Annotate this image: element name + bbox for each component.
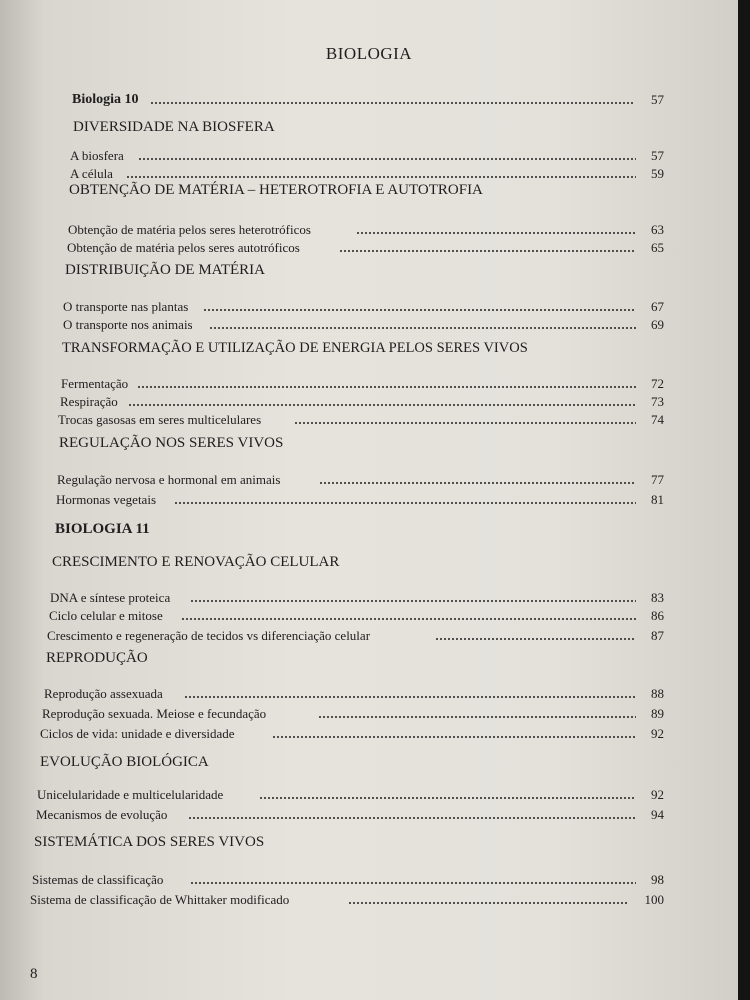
page-number: 73 (651, 394, 664, 409)
page-number: 94 (651, 807, 664, 822)
dot-leader (188, 817, 636, 819)
dot-leader (203, 309, 636, 311)
entry-title: Crescimento e regeneração de tecidos vs diferenciação celular (47, 628, 371, 643)
page-number: 98 (651, 872, 664, 887)
toc-entry (58, 408, 664, 428)
toc-entry (44, 682, 664, 702)
toc-part-biologia-11: BIOLOGIA 11 (55, 521, 150, 537)
toc-entry (61, 372, 664, 392)
section-title: OBTENÇÃO DE MATÉRIA – HETEROTROFIA E AUTOTROFIA (69, 182, 483, 198)
page-number: 92 (651, 787, 664, 802)
footer-page-number: 8 (30, 966, 38, 982)
section-title: CRESCIMENTO E RENOVAÇÃO CELULAR (52, 554, 340, 570)
toc-entry (57, 468, 664, 488)
page-number: 77 (651, 472, 664, 487)
section-title: REPRODUÇÃO (46, 650, 148, 666)
toc-entry (30, 888, 664, 908)
entry-title: Obtenção de matéria pelos seres heterotróficos (68, 222, 311, 237)
entry-title: Regulação nervosa e hormonal em animais (57, 472, 281, 487)
page-number: 92 (651, 726, 664, 741)
entry-title: Ciclo celular e mitose (49, 608, 163, 623)
page-number: 74 (651, 412, 664, 427)
entry-title: Ciclos de vida: unidade e diversidade (40, 726, 235, 741)
page-number: 83 (651, 590, 664, 605)
dot-leader (174, 502, 636, 504)
entry-title: Respiração (60, 394, 118, 409)
page-number: 57 (651, 92, 664, 107)
dot-leader (348, 902, 628, 904)
entry-title: Unicelularidade e multicelularidade (37, 787, 224, 802)
page-number: 86 (651, 608, 664, 623)
page-number: 67 (651, 299, 664, 314)
dot-leader (128, 404, 636, 406)
page-number: 69 (651, 317, 664, 332)
dot-leader (181, 618, 636, 620)
dot-leader (259, 797, 636, 799)
dot-leader (272, 736, 636, 738)
entry-title: Reprodução sexuada. Meiose e fecundação (42, 706, 267, 721)
toc-entry (67, 236, 664, 256)
entry-title: Sistemas de classificação (32, 872, 164, 887)
toc-entry (70, 144, 664, 164)
page-number: 88 (651, 686, 664, 701)
entry-title: Reprodução assexuada (44, 686, 163, 701)
page-number: 100 (644, 892, 664, 907)
toc-entry (63, 295, 664, 315)
dot-leader (209, 327, 636, 329)
toc-entry (40, 722, 664, 742)
entry-title: Sistema de classificação de Whittaker modificado (30, 892, 290, 907)
toc-entry (50, 586, 664, 606)
toc-entry (42, 702, 664, 722)
dot-leader (319, 482, 636, 484)
entry-title: Fermentação (61, 376, 129, 391)
page-number: 59 (651, 166, 664, 181)
toc-entry (60, 390, 664, 410)
toc-entry (56, 488, 664, 508)
dot-leader (137, 386, 636, 388)
dot-leader (318, 716, 636, 718)
section-title: EVOLUÇÃO BIOLÓGICA (40, 754, 209, 770)
section-title: TRANSFORMAÇÃO E UTILIZAÇÃO DE ENERGIA PELOS SERES VIVOS (62, 340, 528, 356)
dot-leader (339, 250, 636, 252)
page-number: 65 (651, 240, 664, 255)
toc-entry (47, 624, 664, 644)
page-header: BIOLOGIA (325, 44, 413, 63)
entry-title: Trocas gasosas em seres multicelulares (58, 412, 262, 427)
dot-leader (294, 422, 636, 424)
entry-title: Mecanismos de evolução (36, 807, 168, 822)
page-number: 89 (651, 706, 664, 721)
toc-entry (63, 313, 664, 333)
entry-title: A biosfera (70, 148, 124, 163)
toc-entry (49, 604, 664, 624)
section-title: SISTEMÁTICA DOS SERES VIVOS (34, 834, 265, 850)
page-number: 87 (651, 628, 664, 643)
dot-leader (150, 102, 634, 104)
section-title: REGULAÇÃO NOS SERES VIVOS (59, 435, 284, 451)
toc-entry (37, 783, 664, 803)
dot-leader (435, 638, 636, 640)
entry-title: A célula (70, 166, 113, 181)
entry-title: O transporte nas plantas (63, 299, 189, 314)
dot-leader (138, 158, 636, 160)
page-number: 63 (651, 222, 664, 237)
dot-leader (184, 696, 636, 698)
part-title: Biologia 10 (72, 92, 139, 107)
entry-title: O transporte nos animais (63, 317, 193, 332)
toc-entry (32, 868, 664, 888)
dot-leader (190, 600, 636, 602)
entry-title: DNA e síntese proteica (50, 590, 171, 605)
dot-leader (126, 176, 636, 178)
toc-entry (70, 162, 664, 182)
section-title: DISTRIBUIÇÃO DE MATÉRIA (65, 262, 265, 278)
page-number: 72 (651, 376, 664, 391)
toc-entry (36, 803, 664, 823)
dot-leader (356, 232, 636, 234)
toc-entry (68, 218, 664, 238)
toc-part-biologia-10 (72, 88, 664, 108)
page-number: 57 (651, 148, 664, 163)
section-title: DIVERSIDADE NA BIOSFERA (73, 119, 275, 135)
entry-title: Hormonas vegetais (56, 492, 157, 507)
entry-title: Obtenção de matéria pelos seres autotróficos (67, 240, 300, 255)
page-number: 81 (651, 492, 664, 507)
dot-leader (190, 882, 636, 884)
